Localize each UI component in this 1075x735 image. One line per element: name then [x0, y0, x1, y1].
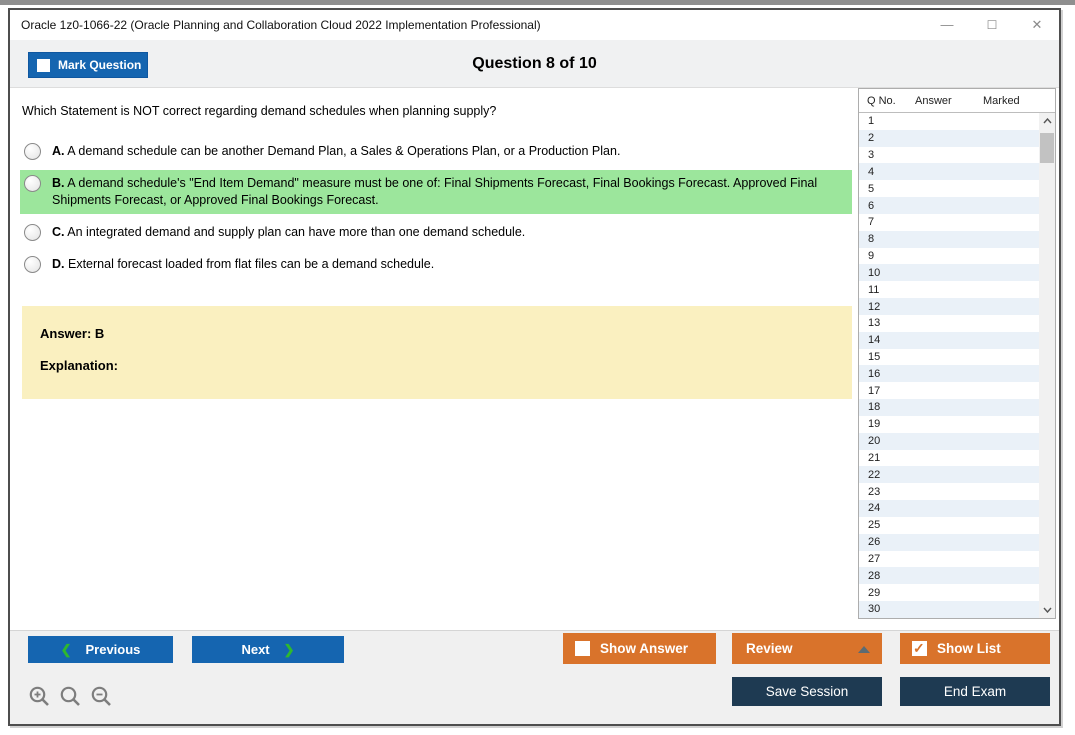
- close-icon[interactable]: ✕: [1031, 17, 1043, 32]
- row-qno: 18: [868, 401, 881, 414]
- show-answer-checkbox[interactable]: [575, 641, 590, 656]
- row-qno: 29: [868, 586, 881, 599]
- header-band: [10, 40, 1059, 88]
- question-list-row[interactable]: [859, 416, 1040, 433]
- row-qno: 17: [868, 384, 881, 397]
- row-qno: 22: [868, 468, 881, 481]
- zoom-out-icon[interactable]: [90, 685, 114, 709]
- option-radio[interactable]: [24, 175, 41, 192]
- review-button[interactable]: [732, 633, 882, 664]
- answer-label: Answer: B: [40, 326, 105, 341]
- review-dropdown-arrow-icon: [858, 646, 870, 653]
- question-text: Which Statement is NOT correct regarding demand schedules when planning supply?: [22, 104, 497, 118]
- question-list-row[interactable]: [859, 382, 1040, 399]
- row-qno: 3: [868, 149, 875, 162]
- window-title: Oracle 1z0-1066-22 (Oracle Planning and Collaboration Cloud 2022 Implementation Professional): [21, 18, 541, 32]
- column-qno: Q No.: [867, 94, 896, 107]
- question-list-row[interactable]: [859, 315, 1040, 332]
- answer-option[interactable]: [20, 219, 852, 246]
- scroll-up-icon[interactable]: [1039, 113, 1055, 129]
- row-qno: 20: [868, 435, 881, 448]
- row-qno: 19: [868, 418, 881, 431]
- question-list-row[interactable]: [859, 534, 1040, 551]
- option-text: An integrated demand and supply plan can have more than one demand schedule.: [67, 225, 526, 239]
- title-bar: [10, 10, 1059, 40]
- mark-question-label: Mark Question: [58, 58, 142, 72]
- row-qno: 23: [868, 485, 881, 498]
- answer-option[interactable]: [20, 138, 852, 165]
- row-qno: 2: [868, 132, 875, 145]
- question-rows: [859, 113, 1040, 618]
- row-qno: 28: [868, 569, 881, 582]
- question-list-body: [859, 113, 1055, 618]
- row-qno: 11: [868, 283, 880, 296]
- row-qno: 21: [868, 451, 881, 464]
- column-answer: Answer: [915, 94, 952, 107]
- row-qno: 26: [868, 536, 881, 549]
- row-qno: 1: [868, 115, 875, 128]
- option-text: External forecast loaded from flat files can be a demand schedule.: [67, 257, 435, 271]
- mark-question-checkbox[interactable]: [37, 59, 50, 72]
- row-qno: 30: [868, 603, 881, 616]
- row-qno: 7: [868, 216, 875, 229]
- minimize-icon[interactable]: —: [940, 17, 954, 32]
- review-label: Review: [746, 641, 793, 656]
- option-radio[interactable]: [24, 224, 41, 241]
- options-list: [20, 138, 852, 283]
- question-list-row[interactable]: [859, 601, 1040, 618]
- question-list-row[interactable]: [859, 214, 1040, 231]
- question-list-row[interactable]: [859, 113, 1040, 130]
- option-letter: D.: [52, 257, 65, 271]
- scrollbar-thumb[interactable]: [1040, 133, 1054, 163]
- question-list-row[interactable]: [859, 281, 1040, 298]
- show-list-button[interactable]: [900, 633, 1050, 664]
- question-list-row[interactable]: [859, 466, 1040, 483]
- show-list-checkbox[interactable]: [912, 641, 927, 656]
- row-qno: 25: [868, 519, 881, 532]
- question-list-row[interactable]: [859, 399, 1040, 416]
- question-counter: Question 8 of 10: [472, 55, 597, 72]
- save-session-label: Save Session: [765, 684, 849, 699]
- question-list-row[interactable]: [859, 298, 1040, 315]
- answer-option[interactable]: [20, 170, 852, 214]
- option-text: A demand schedule can be another Demand Plan, a Sales & Operations Plan, or a Production Plan.: [67, 144, 621, 158]
- question-list-row[interactable]: [859, 147, 1040, 164]
- question-list-row[interactable]: [859, 332, 1040, 349]
- question-list-row[interactable]: [859, 584, 1040, 601]
- row-qno: 4: [868, 165, 875, 178]
- option-letter: C.: [52, 225, 65, 239]
- question-list-row[interactable]: [859, 197, 1040, 214]
- next-button[interactable]: [192, 636, 344, 663]
- option-text: A demand schedule's "End Item Demand" measure must be one of: Final Shipments Forecast, Final Bookings Forecast. Approved Final Shipments Forecast, or Approved Final Bookings Forecast.: [52, 176, 818, 207]
- question-list-row[interactable]: [859, 433, 1040, 450]
- row-qno: 8: [868, 233, 875, 246]
- row-qno: 9: [868, 250, 875, 263]
- question-area: [10, 88, 856, 630]
- question-list-header: [859, 89, 1055, 113]
- save-session-button[interactable]: [732, 677, 882, 706]
- question-list-row[interactable]: [859, 567, 1040, 584]
- row-qno: 16: [868, 367, 881, 380]
- scroll-down-icon[interactable]: [1039, 602, 1055, 618]
- next-label: Next: [241, 642, 270, 657]
- option-letter: A.: [52, 144, 65, 158]
- row-qno: 10: [868, 266, 881, 279]
- option-radio[interactable]: [24, 143, 41, 160]
- show-answer-label: Show Answer: [600, 641, 689, 656]
- zoom-controls: [28, 685, 114, 709]
- question-list-panel: [858, 88, 1056, 619]
- row-qno: 14: [868, 334, 881, 347]
- question-list-row[interactable]: [859, 349, 1040, 366]
- question-list-row[interactable]: [859, 365, 1040, 382]
- footer-bar: [10, 630, 1059, 724]
- row-qno: 12: [868, 300, 881, 313]
- question-list-row[interactable]: [859, 130, 1040, 147]
- chevron-right-icon: ❯: [283, 641, 295, 657]
- question-list-row[interactable]: [859, 517, 1040, 534]
- row-qno: 24: [868, 502, 881, 515]
- previous-button[interactable]: [28, 636, 173, 663]
- zoom-reset-icon[interactable]: [59, 685, 83, 709]
- zoom-in-icon[interactable]: [28, 685, 52, 709]
- question-list-scrollbar[interactable]: [1039, 113, 1055, 618]
- answer-option[interactable]: [20, 251, 852, 278]
- question-list-row[interactable]: [859, 180, 1040, 197]
- explanation-label: Explanation:: [40, 358, 119, 373]
- question-list-row[interactable]: [859, 450, 1040, 467]
- show-list-label: Show List: [937, 641, 1001, 656]
- end-exam-label: End Exam: [943, 684, 1007, 699]
- question-list-row[interactable]: [859, 264, 1040, 281]
- row-qno: 6: [868, 199, 875, 212]
- row-qno: 5: [868, 182, 875, 195]
- question-list-row[interactable]: [859, 248, 1040, 265]
- mark-question-button[interactable]: [28, 52, 148, 78]
- answer-box: [22, 306, 852, 399]
- question-list-row[interactable]: [859, 500, 1040, 517]
- window-controls: [939, 10, 1045, 40]
- show-answer-button[interactable]: [563, 633, 716, 664]
- row-qno: 27: [868, 552, 881, 565]
- question-list-row[interactable]: [859, 163, 1040, 180]
- end-exam-button[interactable]: [900, 677, 1050, 706]
- column-marked: Marked: [983, 94, 1020, 107]
- question-list-row[interactable]: [859, 483, 1040, 500]
- previous-label: Previous: [85, 642, 141, 657]
- row-qno: 13: [868, 317, 881, 330]
- option-letter: B.: [52, 176, 65, 190]
- maximize-icon[interactable]: ☐: [986, 18, 998, 32]
- screen-edge-strip: [0, 0, 1075, 5]
- exam-player-window: [8, 8, 1061, 726]
- row-qno: 15: [868, 351, 881, 363]
- question-list-row[interactable]: [859, 551, 1040, 568]
- option-radio[interactable]: [24, 256, 41, 273]
- chevron-left-icon: ❮: [60, 641, 72, 657]
- question-list-row[interactable]: [859, 231, 1040, 248]
